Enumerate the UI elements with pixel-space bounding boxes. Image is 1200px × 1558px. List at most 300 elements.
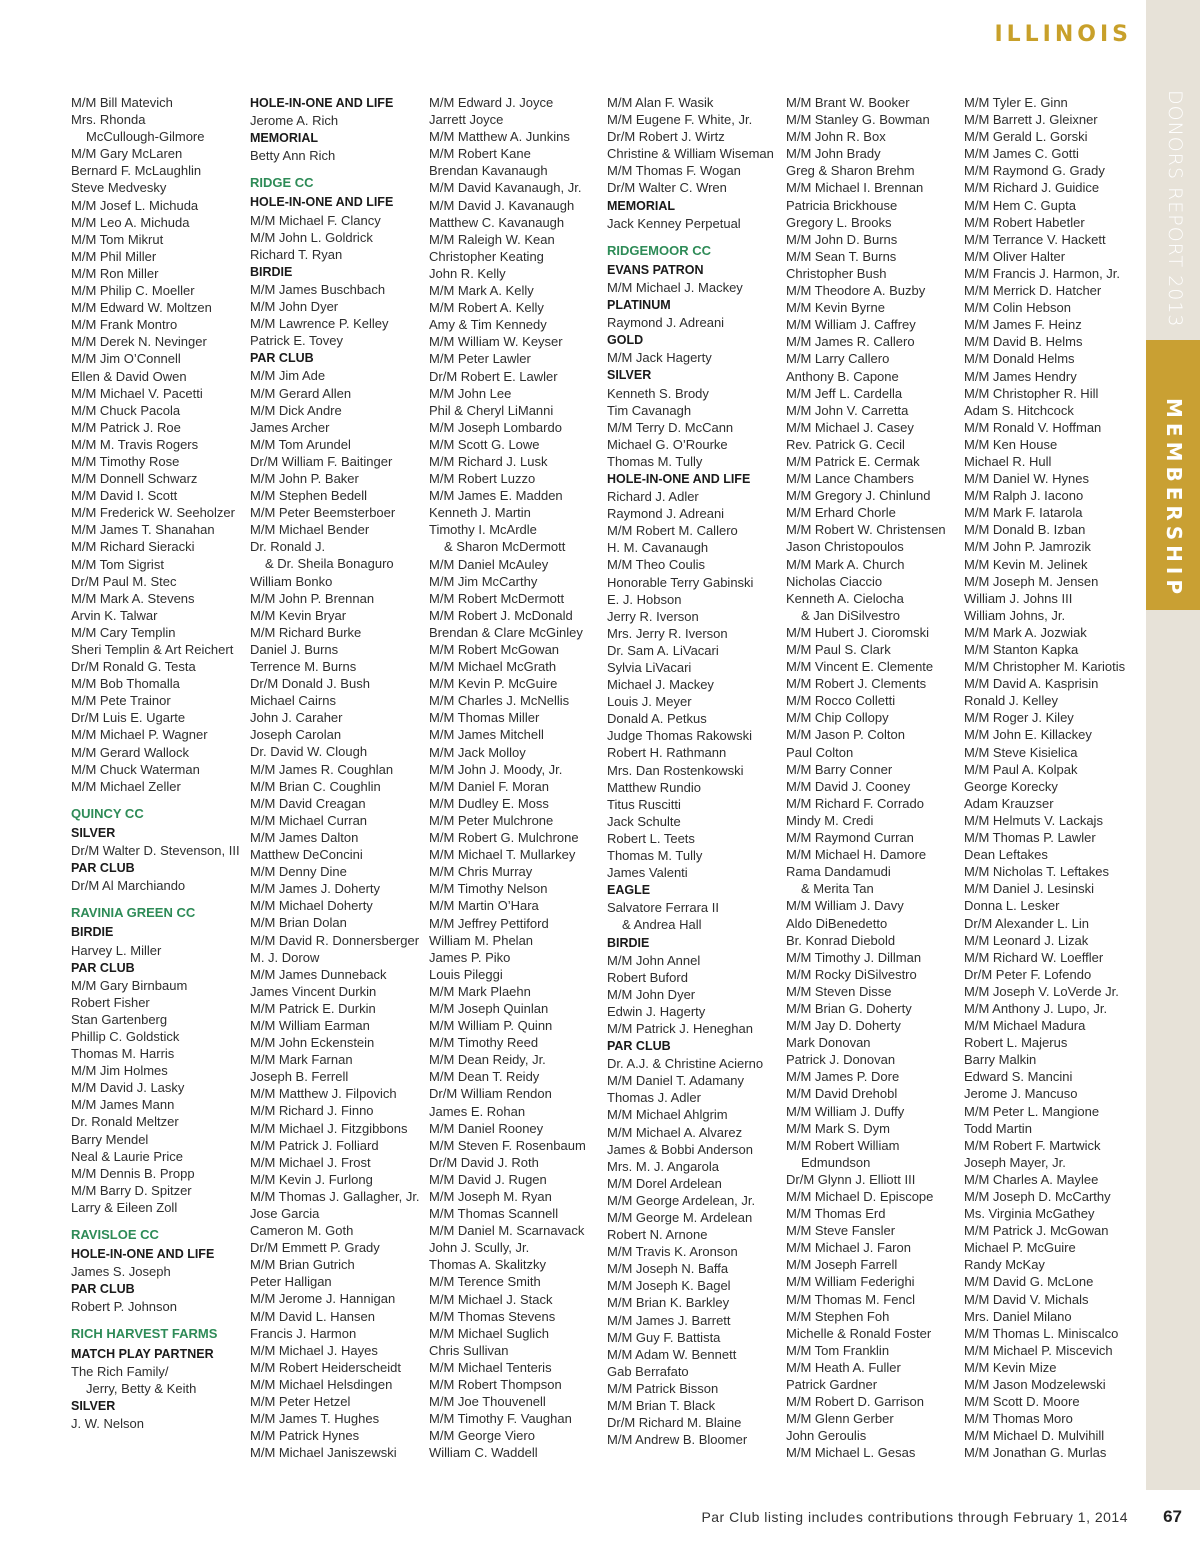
sidebar-report-band xyxy=(1146,0,1200,340)
donor-entry: Michael R. Hull xyxy=(964,453,1052,469)
donor-entry: M/M Raymond G. Grady xyxy=(964,163,1105,179)
donor-entry: M/M Thomas Moro xyxy=(964,1411,1073,1427)
donor-entry: M/M Steven F. Rosenbaum xyxy=(429,1137,586,1153)
section-title: MEMBERSHIP xyxy=(1162,398,1186,600)
donor-entry: E. J. Hobson xyxy=(607,591,682,607)
donor-entry: M/M Robert Thompson xyxy=(429,1377,562,1393)
donor-column-6 xyxy=(964,94,1136,1462)
donor-entry: Matthew DeConcini xyxy=(250,847,363,863)
donor-entry: M/M Dudley E. Moss xyxy=(429,795,549,811)
donor-entry: M/M Thomas J. Gallagher, Jr. xyxy=(250,1188,420,1204)
donor-entry: Mark Donovan xyxy=(786,1035,871,1051)
donor-entry: M/M Patrick J. Roe xyxy=(71,419,181,435)
club-heading: RIDGE CC xyxy=(250,175,314,191)
donor-entry: Thomas M. Tully xyxy=(607,453,703,469)
donor-entry: James Valenti xyxy=(607,865,688,881)
donor-entry: M/M Michael Tenteris xyxy=(429,1359,552,1375)
donor-entry: M/M David J. Lasky xyxy=(71,1080,185,1096)
donor-entry: M/M Helmuts V. Lackajs xyxy=(964,812,1103,828)
donor-entry: Sheri Templin & Art Reichert xyxy=(71,642,234,657)
donor-entry: M/M Gerard Wallock xyxy=(71,744,189,760)
donor-entry: Mrs. Rhonda xyxy=(71,112,146,128)
donor-entry: Patrick E. Tovey xyxy=(250,333,343,349)
donor-entry: Louis Pileggi xyxy=(429,966,503,982)
donor-entry: Jack Kenney Perpetual xyxy=(607,215,741,231)
donor-entry: M/M Mark S. Dym xyxy=(786,1120,890,1136)
donor-entry: Todd Martin xyxy=(964,1120,1032,1136)
donor-entry: M/M Daniel F. Moran xyxy=(429,778,549,794)
donor-entry: James Vincent Durkin xyxy=(250,983,377,999)
donor-entry: M/M Robert Habetler xyxy=(964,214,1085,230)
donor-entry: M/M Richard Sieracki xyxy=(71,539,195,555)
donor-entry: M/M Michael P. Miscevich xyxy=(964,1342,1113,1358)
donor-entry: M/M Michael L. Gesas xyxy=(786,1445,916,1461)
donor-entry: M/M Mark A. Kelly xyxy=(429,283,534,299)
donor-entry: M/M Jack Hagerty xyxy=(607,350,712,366)
donor-entry: M/M Rocky DiSilvestro xyxy=(786,966,917,982)
donor-column-4 xyxy=(607,94,779,1448)
donor-entry: Dr/M Robert J. Wirtz xyxy=(607,129,725,145)
donor-entry: William J. Johns III xyxy=(964,590,1073,606)
donor-entry: Donald A. Petkus xyxy=(607,711,707,727)
donor-entry: M/M John P. Baker xyxy=(250,470,359,486)
donor-entry: M/M Steve Fansler xyxy=(786,1223,896,1239)
donor-entry: M/M Jonathan G. Murlas xyxy=(964,1445,1107,1461)
donor-entry: Arvin K. Talwar xyxy=(71,607,158,623)
giving-level-heading: HOLE-IN-ONE AND LIFE xyxy=(250,195,394,210)
donor-entry: M/M Ronald V. Hoffman xyxy=(964,419,1102,435)
donor-entry: M/M Michael H. Damore xyxy=(786,847,927,863)
donor-entry: M/M Hem C. Gupta xyxy=(964,197,1076,213)
donor-entry: M/M James R. Coughlan xyxy=(250,761,394,777)
donor-entry: M/M David J. Kavanaugh xyxy=(429,197,575,213)
donor-entry: Patrick J. Donovan xyxy=(786,1052,896,1068)
footer-note: Par Club listing includes contributions through February 1, 2014 xyxy=(701,1509,1128,1525)
donor-entry: M/M Michael Helsdingen xyxy=(250,1376,393,1392)
donor-entry: M/M James Mann xyxy=(71,1097,175,1113)
donor-entry: M/M John Brady xyxy=(786,146,881,162)
donor-entry: Edward S. Mancini xyxy=(964,1069,1073,1085)
donor-entry: M/M Timothy Nelson xyxy=(429,881,548,897)
donor-entry: M/M David Drehobl xyxy=(786,1086,898,1102)
donor-entry: M/M John Eckenstein xyxy=(250,1035,375,1051)
page-number: 67 xyxy=(1163,1507,1182,1526)
donor-entry: Jerome J. Mancuso xyxy=(964,1086,1078,1102)
donor-entry: M/M Michael F. Clancy xyxy=(250,212,381,228)
donor-entry: M/M Michael J. Casey xyxy=(786,419,914,435)
donor-entry: M/M Gary McLaren xyxy=(71,146,183,162)
sidebar-section-band xyxy=(1146,340,1200,610)
donor-entry: M/M Leonard J. Lizak xyxy=(964,932,1089,948)
donor-entry: M/M John R. Box xyxy=(786,129,886,145)
donor-entry: James S. Joseph xyxy=(71,1264,171,1280)
donor-entry: M/M Thomas L. Miniscalco xyxy=(964,1325,1119,1341)
donor-entry: M/M James Buschbach xyxy=(250,281,386,297)
donor-entry: M/M Timothy F. Vaughan xyxy=(429,1411,572,1427)
donor-entry: M/M Alan F. Wasik xyxy=(607,95,714,110)
donor-entry: M/M David A. Kasprisin xyxy=(964,676,1099,692)
donor-entry: M/M Charles J. McNellis xyxy=(429,693,570,709)
donor-entry: M/M Michael McGrath xyxy=(429,659,557,675)
donor-entry: M/M Thomas Miller xyxy=(429,710,540,726)
donor-entry: Dr. Ronald J. xyxy=(250,539,326,555)
donor-entry: M/M Patrick E. Cermak xyxy=(786,453,920,469)
donor-entry: M/M Steve Kisielica xyxy=(964,744,1078,760)
donor-entry: M/M Joseph D. McCarthy xyxy=(964,1189,1111,1204)
donor-entry: M/M James T. Shanahan xyxy=(71,522,215,538)
donor-entry: M/M Kevin Byrne xyxy=(786,300,885,316)
donor-entry: M/M Frederick W. Seeholzer xyxy=(71,505,235,521)
donor-entry: Titus Ruscitti xyxy=(607,796,681,812)
donor-entry: M/M Joe Thouvenell xyxy=(429,1394,546,1410)
donor-entry: Michelle & Ronald Foster xyxy=(786,1325,932,1341)
donor-entry: M/M Theo Coulis xyxy=(607,557,706,573)
donor-entry: Harvey L. Miller xyxy=(71,942,162,958)
donor-entry: M/M David J. Rugen xyxy=(429,1171,547,1187)
donor-entry: M/M Michael J. Mackey xyxy=(607,279,743,295)
donor-entry: M/M Cary Templin xyxy=(71,624,176,640)
donor-entry: M/M Anthony J. Lupo, Jr. xyxy=(964,1000,1108,1016)
donor-entry: M/M Jay D. Doherty xyxy=(786,1018,901,1034)
donor-entry: M/M Brian Gutrich xyxy=(250,1257,355,1273)
donor-column-1 xyxy=(71,94,243,1432)
donor-entry: Patrick Gardner xyxy=(786,1377,878,1393)
donor-entry: Timothy I. McArdle xyxy=(429,522,537,538)
donor-entry: M/M Robert William xyxy=(786,1137,900,1153)
donor-entry: M/M William P. Quinn xyxy=(429,1018,553,1034)
donor-entry: M/M Michael Bender xyxy=(250,522,370,538)
donor-entry: M/M Brian Dolan xyxy=(250,915,347,931)
donor-entry: M/M Brian C. Coughlin xyxy=(250,778,381,794)
donor-entry: Dr/M William F. Baitinger xyxy=(250,453,393,469)
donor-entry: Robert Fisher xyxy=(71,994,150,1010)
donor-entry: Christine & William Wiseman xyxy=(607,146,774,162)
donor-entry: M/M Charles A. Maylee xyxy=(964,1171,1099,1187)
donor-entry: M/M Matthew J. Filpovich xyxy=(250,1086,397,1102)
donor-entry: M/M William J. Davy xyxy=(786,898,904,914)
donor-entry: M/M Jerome J. Hannigan xyxy=(250,1291,396,1307)
donor-entry: M/M Joseph Lombardo xyxy=(429,419,562,435)
donor-entry: Neal & Laurie Price xyxy=(71,1148,183,1164)
donor-entry: M/M Christopher R. Hill xyxy=(964,385,1099,401)
donor-entry: Dr/M Luis E. Ugarte xyxy=(71,710,186,726)
club-heading: QUINCY CC xyxy=(71,805,144,821)
donor-entry: James Archer xyxy=(250,419,330,435)
donor-entry: Joseph B. Ferrell xyxy=(250,1069,349,1085)
donor-entry: Robert L. Majerus xyxy=(964,1035,1068,1051)
donor-entry: Dr/M Walter C. Wren xyxy=(607,180,727,196)
donor-entry: M/M Daniel T. Adamany xyxy=(607,1073,745,1089)
donor-entry: M/M Kevin M. Jelinek xyxy=(964,556,1088,572)
donor-entry: M/M Tom Sigrist xyxy=(71,556,164,572)
donor-entry: Dr. A.J. & Christine Acierno xyxy=(607,1056,764,1072)
club-heading: RIDGEMOOR CC xyxy=(607,242,711,258)
donor-entry: M/M Denny Dine xyxy=(250,864,347,880)
donor-entry: M/M Larry Callero xyxy=(786,351,890,367)
donor-entry: M/M Robert Heiderscheidt xyxy=(250,1359,401,1375)
donor-entry: M/M Brian T. Black xyxy=(607,1398,716,1414)
donor-entry: M/M John J. Moody, Jr. xyxy=(429,761,563,777)
donor-column-5 xyxy=(786,94,958,1462)
donor-entry: Kenneth J. Martin xyxy=(429,505,531,521)
donor-entry: M/M Richard J. Guidice xyxy=(964,180,1100,196)
donor-entry: M/M Erhard Chorle xyxy=(786,505,896,521)
donor-entry: M/M Daniel Rooney xyxy=(429,1120,544,1136)
giving-level-heading: BIRDIE xyxy=(607,935,650,950)
donor-entry: M/M Thomas F. Wogan xyxy=(607,163,741,179)
giving-level-heading: BIRDIE xyxy=(250,264,293,279)
donor-entry: M/M Mark A. Stevens xyxy=(71,590,195,606)
donor-entry: Kenneth S. Brody xyxy=(607,385,709,401)
donor-entry: Dr/M Richard M. Blaine xyxy=(607,1415,742,1431)
donor-entry: Joseph Mayer, Jr. xyxy=(964,1154,1066,1170)
donor-entry: Kenneth A. Cielocha xyxy=(786,590,904,606)
donor-entry: Francis J. Harmon xyxy=(250,1325,357,1341)
donor-entry: M/M Gregory J. Chinlund xyxy=(786,488,931,504)
donor-entry: Honorable Terry Gabinski xyxy=(607,574,754,590)
donor-entry: Jerome A. Rich xyxy=(250,113,339,129)
donor-entry: M/M Tom Mikrut xyxy=(71,231,164,247)
donor-entry: Jack Schulte xyxy=(607,813,681,829)
donor-entry: Dr/M David J. Roth xyxy=(429,1154,539,1170)
donor-entry: M/M Gary Birnbaum xyxy=(71,977,188,993)
donor-entry: M/M Brian K. Barkley xyxy=(607,1295,730,1311)
donor-entry: M/M John Dyer xyxy=(607,986,696,1002)
donor-entry: Barry Mendel xyxy=(71,1131,149,1147)
donor-entry: Ellen & David Owen xyxy=(71,368,187,384)
donor-entry: Greg & Sharon Brehm xyxy=(786,163,915,179)
donor-entry: Gab Berrafato xyxy=(607,1363,689,1379)
donor-entry: M/M M. Travis Rogers xyxy=(71,436,199,452)
donor-entry: Robert Buford xyxy=(607,969,688,985)
donor-entry: M/M Thomas Scannell xyxy=(429,1206,559,1222)
giving-level-heading: EAGLE xyxy=(607,883,651,898)
donor-entry: M/M Richard F. Corrado xyxy=(786,795,924,811)
donor-entry: M/M Mark F. Iatarola xyxy=(964,505,1083,521)
donor-entry: M/M Jason P. Colton xyxy=(786,727,905,743)
donor-entry: M/M Thomas M. Fencl xyxy=(786,1291,916,1307)
donor-entry: Mindy M. Credi xyxy=(786,812,874,828)
donor-entry: Patricia Brickhouse xyxy=(786,197,898,213)
donor-entry: M/M Matthew A. Junkins xyxy=(429,129,570,145)
donor-entry: Brendan Kavanaugh xyxy=(429,163,548,179)
donor-entry: M/M David Kavanaugh, Jr. xyxy=(429,180,582,196)
donor-entry: M/M Pete Trainor xyxy=(71,693,171,709)
donor-entry: Michael Cairns xyxy=(250,693,336,709)
donor-entry: M/M Jason Modzelewski xyxy=(964,1377,1106,1393)
donor-entry: M/M Daniel McAuley xyxy=(429,556,549,572)
donor-entry: M/M James T. Hughes xyxy=(250,1411,380,1427)
donor-entry: M/M Richard W. Loeffler xyxy=(964,949,1104,965)
donor-entry: M/M Leo A. Michuda xyxy=(71,214,190,230)
donor-entry: M/M David B. Helms xyxy=(964,334,1083,350)
donor-entry: M/M Colin Hebson xyxy=(964,300,1071,316)
donor-entry: M/M Martin O’Hara xyxy=(429,898,539,914)
donor-entry: Rama Dandamudi xyxy=(786,864,891,880)
donor-entry: M/M John V. Carretta xyxy=(786,402,909,418)
donor-entry: M/M Christopher M. Kariotis xyxy=(964,659,1126,675)
donor-entry: M/M James J. Doherty xyxy=(250,881,381,897)
donor-entry: M/M Richard J. Finno xyxy=(250,1103,374,1119)
donor-entry: Dr. David W. Clough xyxy=(250,744,368,760)
giving-level-heading: GOLD xyxy=(607,333,644,348)
donor-entry: Jose Garcia xyxy=(250,1206,320,1221)
donor-entry: Phil & Cheryl LiManni xyxy=(429,402,554,418)
donor-entry: Raymond J. Adreani xyxy=(607,315,725,331)
donor-entry: M/M Patrick Bisson xyxy=(607,1380,719,1396)
donor-entry: M/M William Federighi xyxy=(786,1274,915,1290)
giving-level-heading: MATCH PLAY PARTNER xyxy=(71,1346,214,1361)
donor-entry: M/M Francis J. Harmon, Jr. xyxy=(964,265,1121,281)
donor-entry: M/M Heath A. Fuller xyxy=(786,1359,901,1375)
donor-entry: M/M George Viero xyxy=(429,1428,535,1444)
donor-entry: M/M John Annel xyxy=(607,952,701,968)
donor-entry: M/M Michael J. Frost xyxy=(250,1154,371,1170)
donor-entry: Jason Christopoulos xyxy=(786,539,904,555)
donor-entry: The Rich Family/ xyxy=(71,1363,169,1379)
giving-level-heading: PAR CLUB xyxy=(607,1039,671,1054)
donor-entry: M/M Paul S. Clark xyxy=(786,642,891,657)
donor-entry: Br. Konrad Diebold xyxy=(786,932,896,948)
donor-entry: M/M Raleigh W. Kean xyxy=(429,231,555,247)
donor-entry: M/M Patrick J. Folliard xyxy=(250,1137,379,1153)
donor-entry: Dr/M Ronald G. Testa xyxy=(71,659,196,675)
donor-entry: M/M Michael D. Episcope xyxy=(786,1189,934,1204)
donor-entry: M/M John L. Goldrick xyxy=(250,229,373,245)
donor-entry: M/M Travis K. Aronson xyxy=(607,1244,738,1260)
donor-entry: Judge Thomas Rakowski xyxy=(607,728,752,744)
donor-entry: M/M Andrew B. Bloomer xyxy=(607,1432,748,1448)
donor-entry: M/M Phil Miller xyxy=(71,248,157,264)
donor-entry: M/M Kevin Bryar xyxy=(250,607,347,623)
donor-entry: Dr/M Donald J. Bush xyxy=(250,676,370,692)
donor-entry: Salvatore Ferrara II xyxy=(607,900,719,916)
donor-entry: M/M David Creagan xyxy=(250,795,366,811)
donor-entry: M/M Peter L. Mangione xyxy=(964,1103,1100,1119)
donor-entry: M/M Brian G. Doherty xyxy=(786,1000,912,1016)
donor-entry: M/M Robert J. Clements xyxy=(786,676,927,692)
donor-entry: M/M Joseph M. Ryan xyxy=(429,1189,552,1204)
donor-entry: M/M Donald Helms xyxy=(964,351,1075,367)
donor-entry: M/M Dennis B. Propp xyxy=(71,1165,195,1181)
donor-entry: M/M Donnell Schwarz xyxy=(71,471,198,487)
donor-entry: M/M Timothy Reed xyxy=(429,1035,539,1051)
donor-entry: M/M George Ardelean, Jr. xyxy=(607,1192,756,1208)
donor-entry: M/M James E. Madden xyxy=(429,488,563,504)
donor-entry: Matthew C. Kavanaugh xyxy=(429,214,565,230)
donor-entry: Matthew Rundio xyxy=(607,779,701,795)
donor-entry: M/M Kevin J. Furlong xyxy=(250,1171,373,1187)
donor-entry: Michael P. McGuire xyxy=(964,1240,1076,1256)
club-heading: RAVISLOE CC xyxy=(71,1227,159,1242)
donor-entry: M/M Dorel Ardelean xyxy=(607,1175,722,1191)
donor-entry-continued: & Andrea Hall xyxy=(622,917,702,933)
donor-entry: M/M Michael Suglich xyxy=(429,1325,549,1341)
donor-entry: M/M John Lee xyxy=(429,385,512,401)
donor-entry: Tim Cavanagh xyxy=(607,402,692,418)
donor-entry: John J. Caraher xyxy=(250,710,343,726)
donor-entry: M/M Michael Ahlgrim xyxy=(607,1107,728,1123)
giving-level-heading: MEMORIAL xyxy=(250,131,319,146)
donor-entry: M/M James Dunneback xyxy=(250,966,387,982)
donor-entry: M/M David L. Hansen xyxy=(250,1308,375,1324)
donor-entry: M/M Terry D. McCann xyxy=(607,419,734,435)
donor-entry: Jerry R. Iverson xyxy=(607,608,699,624)
donor-entry: M/M James Hendry xyxy=(964,368,1077,384)
donor-entry: Dr/M Robert E. Lawler xyxy=(429,368,558,384)
donor-entry: M/M Chris Murray xyxy=(429,864,533,880)
donor-entry: M/M Daniel W. Hynes xyxy=(964,471,1089,487)
donor-entry: Peter Halligan xyxy=(250,1274,332,1290)
donor-entry: M/M Bob Thomalla xyxy=(71,676,180,692)
donor-entry: M/M James C. Gotti xyxy=(964,146,1079,162)
giving-level-heading: BIRDIE xyxy=(71,925,114,940)
giving-level-heading: PLATINUM xyxy=(607,298,671,313)
donor-entry-continued: & Sharon McDermott xyxy=(444,539,566,555)
donor-entry: M/M David R. Donnersberger xyxy=(250,932,420,948)
donor-entry: M/M George M. Ardelean xyxy=(607,1210,753,1225)
donor-entry: Mrs. M. J. Angarola xyxy=(607,1158,719,1174)
donor-entry: Daniel J. Burns xyxy=(250,641,339,657)
donor-entry: M/M Hubert J. Cioromski xyxy=(786,624,930,640)
donor-entry: M/M Joseph N. Baffa xyxy=(607,1261,729,1277)
donor-entry: M/M Michael J. Stack xyxy=(429,1291,553,1307)
donor-entry: Dr/M Alexander L. Lin xyxy=(964,915,1090,931)
donor-entry: M/M Michael D. Mulvihill xyxy=(964,1428,1105,1444)
report-title: DONORS REPORT 2013 xyxy=(1164,90,1186,328)
donor-entry: M/M Peter Beemsterboer xyxy=(250,505,396,521)
donor-entry: M/M Kevin Mize xyxy=(964,1359,1057,1375)
donor-entry: M/M Edward W. Moltzen xyxy=(71,300,212,316)
donor-entry: M/M Joseph Quinlan xyxy=(429,1000,549,1016)
donor-entry: Steve Medvesky xyxy=(71,180,167,196)
club-heading: RICH HARVEST FARMS xyxy=(71,1326,218,1342)
donor-entry: M/M John P. Brennan xyxy=(250,590,375,606)
donor-entry: M/M Robert Kane xyxy=(429,146,531,162)
donor-entry: M/M Oliver Halter xyxy=(964,248,1066,264)
donor-entry: M/M Raymond Curran xyxy=(786,830,914,846)
donor-entry: James P. Piko xyxy=(429,949,511,965)
giving-level-heading: HOLE-IN-ONE AND LIFE xyxy=(607,471,751,486)
donor-entry: M/M Roger J. Kiley xyxy=(964,710,1074,726)
donor-entry: M/M John D. Burns xyxy=(786,231,898,247)
donor-entry: Adam S. Hitchcock xyxy=(964,402,1074,418)
donor-entry: M/M Michael Madura xyxy=(964,1018,1086,1034)
donor-entry: M/M Jim Holmes xyxy=(71,1063,168,1079)
donor-entry: Adam Krauzser xyxy=(964,795,1054,811)
donor-entry: M/M Edward J. Joyce xyxy=(429,95,554,110)
donor-entry: M/M Barry Conner xyxy=(786,761,893,777)
donor-entry: M/M Sean T. Burns xyxy=(786,248,897,264)
donor-entry: M/M Mark A. Church xyxy=(786,556,905,572)
donor-entry: M/M Jeffrey Pettiford xyxy=(429,915,549,931)
donor-entry: M. J. Dorow xyxy=(250,949,320,965)
donor-entry: M/M Robert McGowan xyxy=(429,642,560,657)
donor-entry: Stan Gartenberg xyxy=(71,1011,168,1027)
donor-entry: Dr/M Paul M. Stec xyxy=(71,573,177,589)
giving-level-heading: PAR CLUB xyxy=(71,960,135,975)
giving-level-heading: PAR CLUB xyxy=(71,1282,135,1297)
donor-entry: M/M Steven Disse xyxy=(786,983,892,999)
donor-entry: M/M Michael A. Alvarez xyxy=(607,1124,743,1140)
donor-entry: Ronald J. Kelley xyxy=(964,693,1058,709)
donor-entry: William Johns, Jr. xyxy=(964,607,1066,623)
donor-entry-continued: Edmundson xyxy=(801,1154,871,1170)
giving-level-heading: PAR CLUB xyxy=(250,351,314,366)
giving-level-heading: SILVER xyxy=(71,1398,116,1413)
donor-entry: Larry & Eileen Zoll xyxy=(71,1199,178,1215)
donor-entry: M/M David J. Cooney xyxy=(786,778,911,794)
